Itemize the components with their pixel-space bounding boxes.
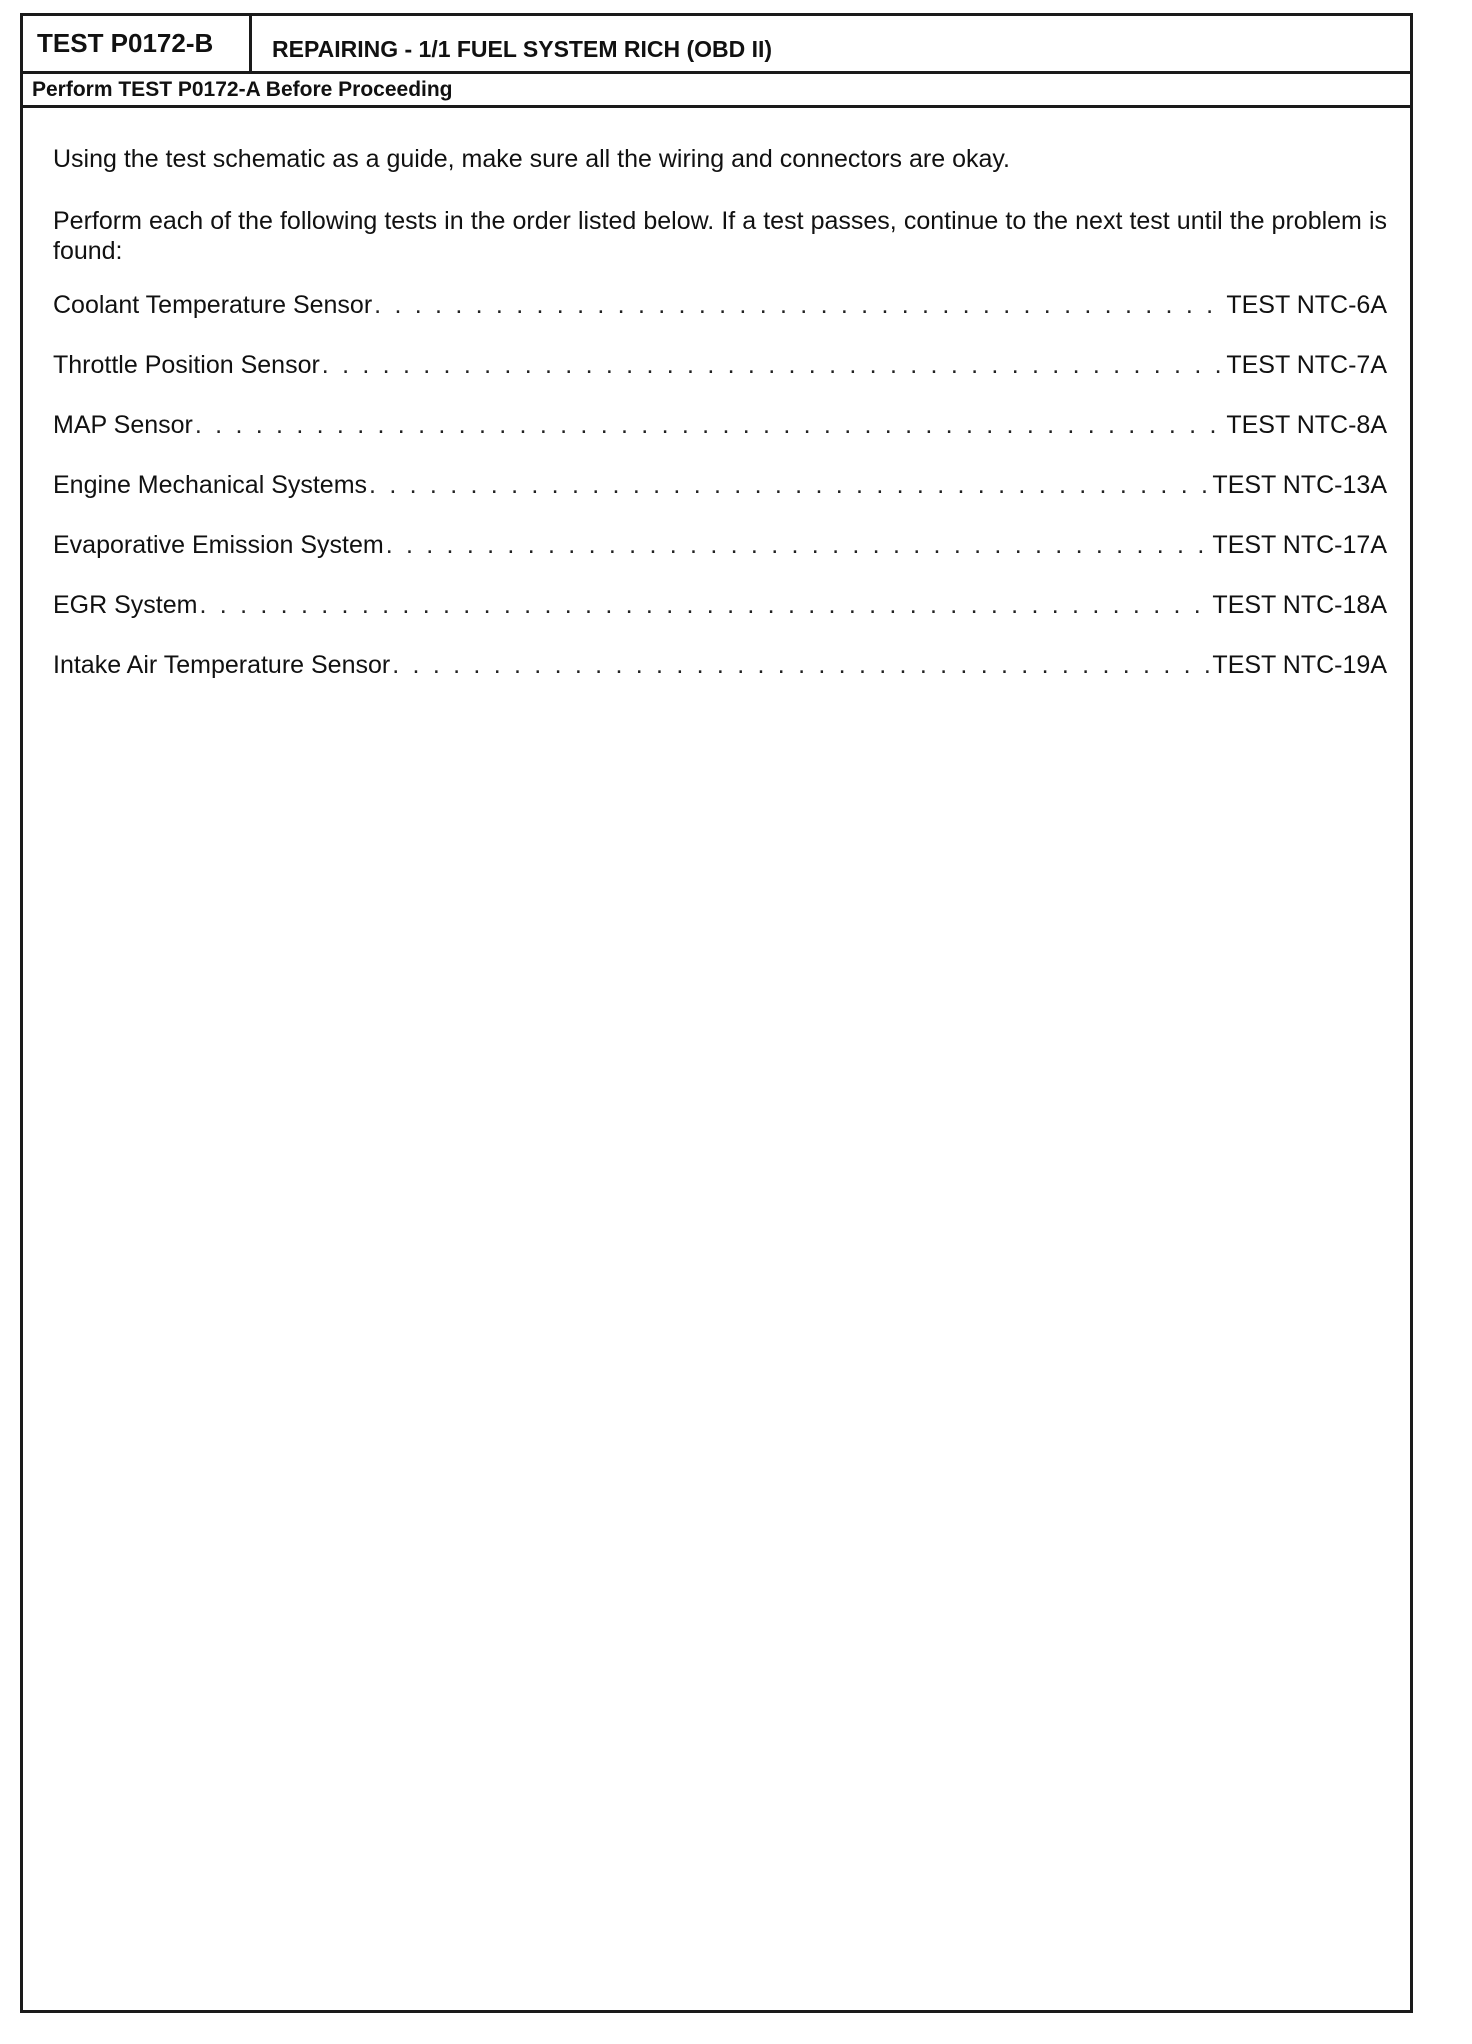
header-row <box>23 16 1410 74</box>
test-list-item <box>53 410 1387 470</box>
test-reference: TEST NTC-19A <box>1212 651 1387 679</box>
dot-leader <box>386 530 1211 560</box>
test-list-item <box>53 530 1387 590</box>
dot-leader <box>322 350 1225 380</box>
test-list <box>53 290 1387 710</box>
procedure-frame <box>20 13 1413 2013</box>
instruction-paragraph-2: Perform each of the following tests in the order listed below. If a test passes, continue to the next test until the problem is found: <box>53 207 1387 265</box>
instruction-paragraph-1: Using the test schematic as a guide, make sure all the wiring and connectors are okay. <box>53 145 1010 173</box>
test-list-item <box>53 590 1387 650</box>
test-name: EGR System <box>53 591 198 619</box>
prerequisite-note: Perform TEST P0172-A Before Proceeding <box>23 74 1410 108</box>
test-reference: TEST NTC-7A <box>1226 351 1387 379</box>
test-reference: TEST NTC-18A <box>1212 591 1387 619</box>
dot-leader <box>374 290 1224 320</box>
test-reference: TEST NTC-6A <box>1226 291 1387 319</box>
test-name: Engine Mechanical Systems <box>53 471 368 499</box>
test-list-item <box>53 350 1387 410</box>
dot-leader <box>195 410 1224 440</box>
dot-leader <box>199 590 1210 620</box>
test-name: Evaporative Emission System <box>53 531 384 559</box>
test-name: Throttle Position Sensor <box>53 351 320 379</box>
test-reference: TEST NTC-17A <box>1212 531 1387 559</box>
test-id-label: TEST P0172-B <box>23 16 252 71</box>
test-name: Intake Air Temperature Sensor <box>53 651 391 679</box>
test-list-item <box>53 470 1387 530</box>
test-reference: TEST NTC-13A <box>1212 471 1387 499</box>
dot-leader <box>392 650 1210 680</box>
test-name: Coolant Temperature Sensor <box>53 291 373 319</box>
test-reference: TEST NTC-8A <box>1226 411 1387 439</box>
dot-leader <box>369 470 1210 500</box>
test-name: MAP Sensor <box>53 411 193 439</box>
test-list-item <box>53 650 1387 710</box>
test-list-item <box>53 290 1387 350</box>
test-title: REPAIRING - 1/1 FUEL SYSTEM RICH (OBD II) <box>272 36 773 62</box>
